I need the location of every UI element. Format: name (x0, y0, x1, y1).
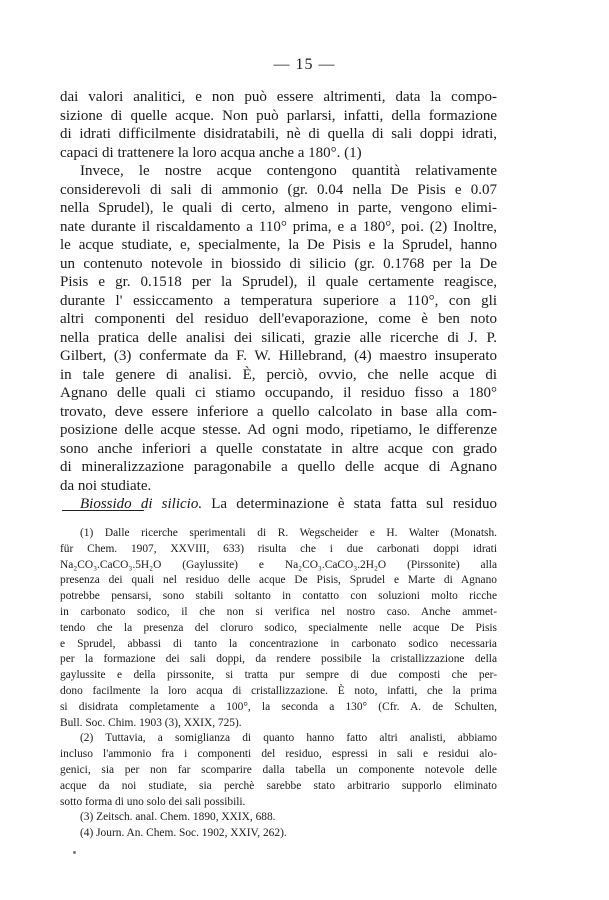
footnote-line: gaylussite e della pirssonite, si tratta pur sempre di due composti che per- (60, 669, 497, 682)
body-line: le acque studiate, e, specialmente, la De Pisis e la Sprudel, hanno (60, 237, 497, 253)
body-line: sizione di quelle acque. Non può parlarsi, infatti, della formazione (60, 107, 497, 124)
body-line: durante l' essiccamento a temperatura superiore a 110°, con gli (60, 292, 497, 309)
footnote-line: incluso l'ammonio fra i componenti del residuo, espressi in sali e residui alo- (60, 748, 497, 761)
body-line: nate durante il riscaldamento a 110° prima, e a 180°, poi. (2) Inoltre, (60, 218, 497, 235)
footnote-line: in carbonato sodico, il che non si verifica nel nostro caso. Anche ammet- (60, 605, 497, 618)
footnote-line: (2) Tuttavia, a somiglianza di quanto hanno fatto altri analisti, abbiamo (80, 732, 497, 745)
footnote-line: genici, sia per non far scomparire dalla tabella un componente notevole delle (60, 763, 497, 776)
section-heading: Biossido di silicio. (80, 496, 203, 512)
footnote-line: dono facilmente la loro acqua di cristallizzazione. È noto, infatti, che la prima (60, 684, 497, 697)
body-line: Invece, le nostre acque contengono quantità relativamente (80, 163, 497, 179)
footnote-line: sotto forma di uno solo dei sali possibili. (60, 795, 246, 808)
footnote-line: acque da noi studiate, sia perchè sarebbe stato arbitrario supporlo eliminato (60, 779, 497, 792)
footnote-line: si disidrata completamente a 100°, la seconda a 130° (Cfr. A. de Schulten, (60, 700, 497, 713)
footnote-line: (4) Journ. An. Chem. Soc. 1902, XXIV, 262). (80, 827, 287, 840)
body-line: di mineralizzazione paragonabile a quello delle acque di Agnano (60, 459, 497, 475)
footnote-line: per la formazione dei sali doppi, da rendere possibile la cristallizzazione della (60, 653, 497, 666)
body-line: nella pratica delle analisi dei silicati, grazie alle ricerche di J. P. (60, 329, 497, 346)
body-line: considerevoli di sali di ammonio (gr. 0.04 nella De Pisis e 0.07 (60, 181, 497, 198)
body-line: Pisis e gr. 0.1518 per la Sprudel), il quale certamente reagisce, (60, 274, 497, 290)
footnote-line: (3) Zeitsch. anal. Chem. 1890, XXIX, 688. (80, 811, 276, 824)
body-line: di idrati difficilmente disidratabili, nè di quella di sali doppi idrati, (60, 126, 497, 142)
footnote-line: für Chem. 1907, XXVIII, 633) risulta che i due carbonati doppi idrati (60, 542, 497, 555)
body-line: Gilbert, (3) confermate da F. W. Hillebrand, (4) maestro insuperato (60, 348, 497, 364)
body-line: trovato, deve essere inferiore a quello calcolato in base alla com- (60, 403, 497, 420)
body-line: in tale genere di analisi. È, perciò, ovvio, che nelle acque di (60, 366, 497, 383)
ink-speck (73, 851, 76, 854)
body-text (60, 88, 497, 514)
footnote-line: potrebbe pensarsi, sono stabili soltanto in contatto con soluzioni molto ricche (60, 590, 497, 603)
body-line: Agnano delle quali ci stiamo occupando, il residuo fisso a 180° (60, 385, 497, 401)
body-line: da noi studiate. (60, 477, 152, 494)
body-line: posizione delle acque stesse. Ad ogni modo, ripetiamo, le differenze (60, 422, 497, 438)
body-line: altri componenti del residuo dell'evaporazione, come è ben noto (60, 311, 497, 327)
body-line: capaci di trattenere la loro acqua anche a 180°. (1) (60, 144, 362, 161)
footnote-line: e Sprudel, abbassi di tanto la concentrazione in carbonato sodico necessaria (60, 637, 497, 650)
footnote-line: presenza dei quali nel residuo delle acque De Pisis, Sprudel e Marte di Agnano (60, 574, 497, 587)
body-line: sono anche inferiori a quelle constatate in altre acque con grado (60, 440, 497, 457)
page-number: — 15 — (273, 56, 336, 73)
body-line: un contenuto notevole in biossido di silicio (gr. 0.1768 per la De (60, 255, 497, 272)
footnote-line: Bull. Soc. Chim. 1903 (3), XXIX, 725). (60, 716, 242, 729)
body-line: dai valori analitici, e non può essere altrimenti, data la compo- (60, 89, 497, 105)
footnote-line: Na₂CO₃.CaCO₃.5H₂O (Gaylussite) e Na₂CO₃.CaCO₃.2H₂O (Pirssonite) alla (60, 558, 497, 571)
section-text: La determinazione è stata fatta sul residuo (202, 496, 497, 512)
footnote-line: (1) Dalle ricerche sperimentali di R. Wegscheider e H. Walter (Monatsh. (80, 527, 497, 539)
footnotes (60, 526, 497, 842)
body-line: nella Sprudel), le quali di certo, almeno in parte, vengono elimi- (60, 200, 497, 216)
footnote-divider (62, 510, 144, 511)
footnote-line: tendo che la presenza del cloruro sodico, specialmente nelle acque De Pisis (60, 621, 497, 634)
